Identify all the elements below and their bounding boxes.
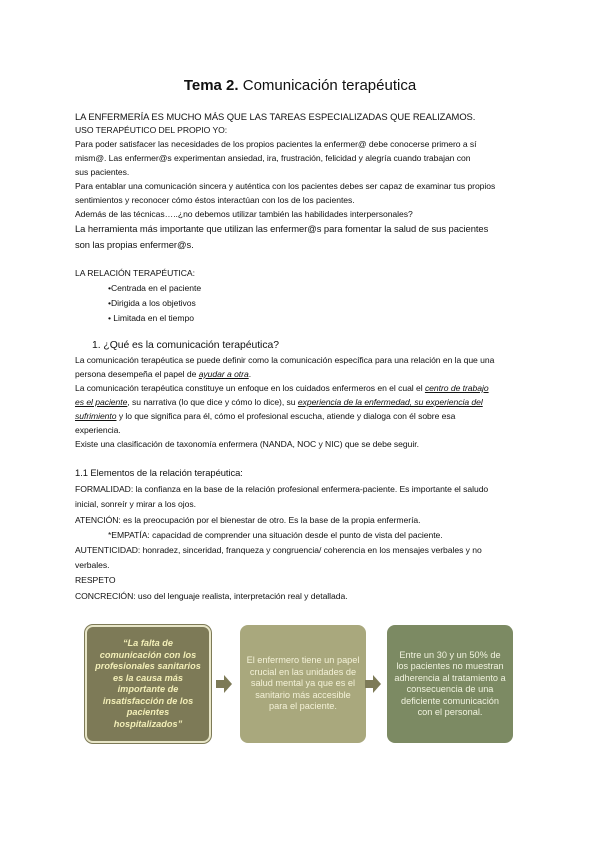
paragraph-line: sentimientos y reconocer cómo éstos interactúan con los de los pacientes.: [75, 195, 355, 205]
page-title: [0, 77, 600, 95]
paragraph-line: verbales.: [75, 560, 110, 570]
section-heading-self-use: USO TERAPÉUTICO DEL PROPIO YO:: [75, 125, 228, 135]
paragraph-line: La herramienta más importante que utilizan las enfermer@s para fomentar la salud de sus pacientes: [75, 223, 489, 234]
paragraph-line: CONCRECIÓN: uso del lenguaje realista, interpretación real y detallada.: [75, 591, 348, 601]
paragraph-line: La comunicación terapéutica se puede definir como la comunicación específica para una relación en la que una: [75, 355, 495, 365]
bullet-item: •Centrada en el paciente: [108, 283, 202, 293]
paragraph-line: [75, 411, 535, 422]
paragraph-line: FORMALIDAD: la confianza en la base de la relación profesional enfermera-paciente. Es importante el saludo: [75, 484, 489, 494]
statistic-box: Entre un 30 y un 50% de los pacientes no muestran adherencia al tratamiento a consecuencia de una deficiente comunicación con el personal.: [387, 625, 513, 743]
text-run: La comunicación terapéutica constituye un enfoque en los cuidados enfermeros en el cual el: [75, 383, 425, 393]
underlined-text: sufrimiento: [75, 411, 117, 421]
section-heading-1-1: 1.1 Elementos de la relación terapéutica:: [75, 467, 243, 478]
title-text: Comunicación terapéutica: [238, 77, 417, 94]
text-run: .: [248, 369, 252, 379]
bullet-item: •Dirigida a los objetivos: [108, 298, 196, 308]
text-run: y lo que significa para él, cómo el profesional escucha, atiende y dialoga con él sobre esa: [116, 411, 456, 421]
intro-heading: LA ENFERMERÍA ES MUCHO MÁS QUE LAS TAREAS ESPECIALIZADAS QUE REALIZAMOS.: [75, 111, 476, 122]
paragraph-line: inicial, sonreír y mirar a los ojos.: [75, 499, 196, 509]
bullet-item: • Limitada en el tiempo: [108, 313, 194, 323]
paragraph-line: Para poder satisfacer las necesidades de los propios pacientes la enfermer@ debe conocerse primero a sí: [75, 139, 477, 149]
text-run: , su narrativa (lo que dice y cómo lo dice), su: [127, 397, 298, 407]
paragraph-line: [75, 397, 535, 408]
text-run: persona desempeña el papel de: [75, 369, 199, 379]
underlined-text: experiencia de la enfermedad, su experiencia del: [297, 397, 483, 407]
info-box: El enfermero tiene un papel crucial en las unidades de salud mental ya que es el sanitario más accesible para el paciente.: [240, 625, 366, 743]
paragraph-line: RESPETO: [75, 575, 116, 585]
paragraph-line: sus pacientes.: [75, 167, 130, 177]
paragraph-line: AUTENTICIDAD: honradez, sinceridad, franqueza y congruencia/ coherencia en los mensajes verbales y no: [75, 545, 482, 555]
paragraph-line: ATENCIÓN: es la preocupación por el bienestar de otro. Es la base de la propia enfermería.: [75, 515, 421, 525]
quote-box: “La falta de comunicación con los profesionales sanitarios es la causa más importante de insatisfacción de los pacientes hospitalizados”: [85, 625, 211, 743]
infographic: [85, 625, 515, 745]
paragraph-line: experiencia.: [75, 425, 121, 435]
underlined-text: es el paciente: [75, 397, 128, 407]
paragraph-line: [75, 383, 535, 394]
underlined-text: ayudar a otra: [198, 369, 249, 379]
paragraph-line: *EMPATÍA: capacidad de comprender una situación desde el punto de vista del paciente.: [108, 530, 443, 540]
paragraph-line: mism@. Las enfermer@s experimentan ansiedad, ira, frustración, felicidad y alegría cuando trabajan con: [75, 153, 471, 163]
paragraph-line: son las propias enfermer@s.: [75, 239, 194, 250]
paragraph-line: Existe una clasificación de taxonomía enfermera (NANDA, NOC y NIC) que se debe seguir.: [75, 439, 419, 449]
section-heading-1: 1. ¿Qué es la comunicación terapéutica?: [92, 340, 279, 351]
title-number: Tema 2.: [183, 77, 239, 94]
paragraph-line: [75, 369, 535, 380]
underlined-text: centro de trabajo: [424, 383, 489, 393]
section-heading-relation: LA RELACIÓN TERAPÉUTICA:: [75, 268, 195, 278]
paragraph-line: Además de las técnicas…..¿no debemos utilizar también las habilidades interpersonales?: [75, 209, 413, 219]
paragraph-line: Para entablar una comunicación sincera y auténtica con los pacientes debes ser capaz de examinar tus propios: [75, 181, 496, 191]
